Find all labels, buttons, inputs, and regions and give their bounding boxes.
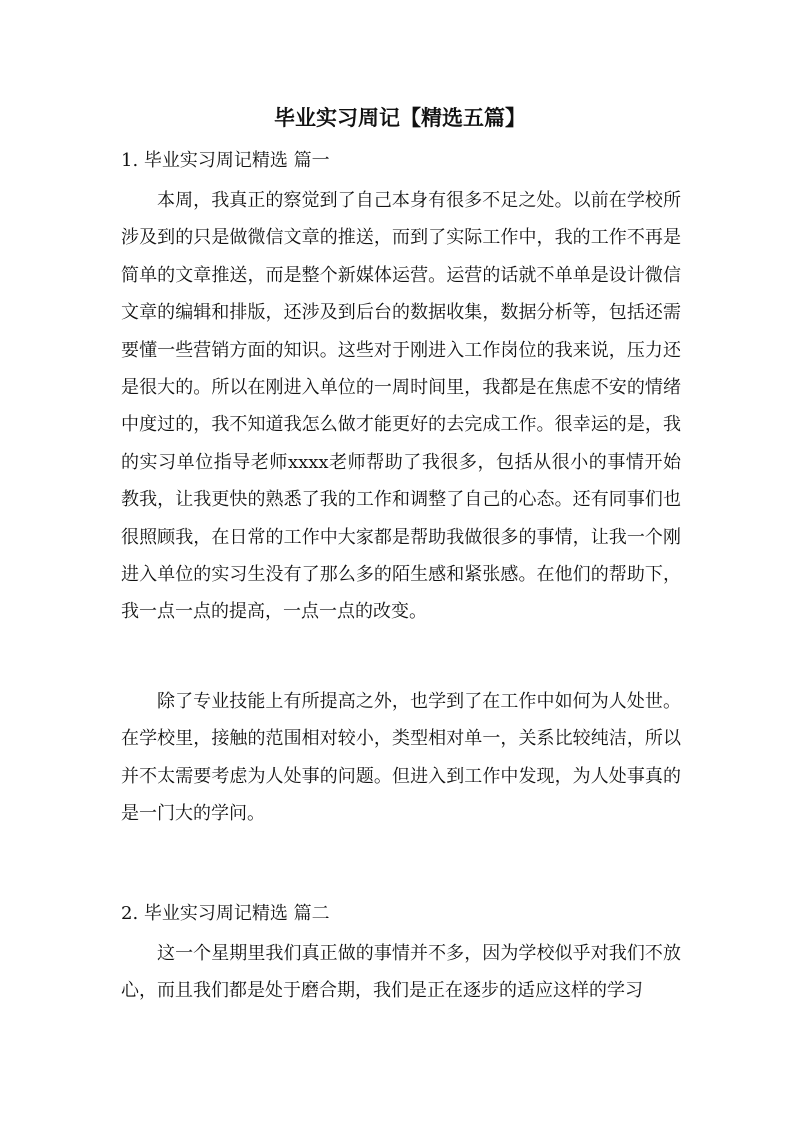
section-heading-1: 1. 毕业实习周记精选 篇一 bbox=[121, 150, 330, 171]
section-2-paragraph-1: 这一个星期里我们真正做的事情并不多，因为学校似乎对我们不放心，而且我们都是处于磨合期，我们是正在逐步的适应这样的学习 bbox=[121, 943, 681, 1002]
section-1-paragraph-2: 除了专业技能上有所提高之外，也学到了在工作中如何为人处世。在学校里，接触的范围相对较小，类型相对单一，关系比较纯洁，所以并不太需要考虑为人处事的问题。但进入到工作中发现，为人处事真的是一门大的学问。 bbox=[121, 691, 681, 825]
section-heading-2: 2. 毕业实习周记精选 篇二 bbox=[121, 903, 330, 924]
document-title: 毕业实习周记【精选五篇】 bbox=[274, 105, 526, 130]
section-1-paragraph-1: 本周，我真正的察觉到了自己本身有很多不足之处。以前在学校所涉及到的只是做微信文章的推送，而到了实际工作中，我的工作不再是简单的文章推送，而是整个新媒体运营。运营的话就不单单是设计微信文章的编辑和排版，还涉及到后台的数据收集，数据分析等，包括还需要懂一些营销方面的知识。这些对于刚进入工作岗位的我来说，压力还是很大的。所以在刚进入单位的一周时间里，我都是在焦虑不安的情绪中度过的，我不知道我怎么做才能更好的去完成工作。很幸运的是，我的实习单位指导老师xxxx老师帮助了我很多，包括从很小的事情开始教我，让我更快的熟悉了我的工作和调整了自己的心态。还有同事们也很照顾我，在日常的工作中大家都是帮助我做很多的事情，让我一个刚进入单位的实习生没有了那么多的陌生感和紧张感。在他们的帮助下，我一点一点的提高，一点一点的改变。 bbox=[121, 190, 681, 623]
